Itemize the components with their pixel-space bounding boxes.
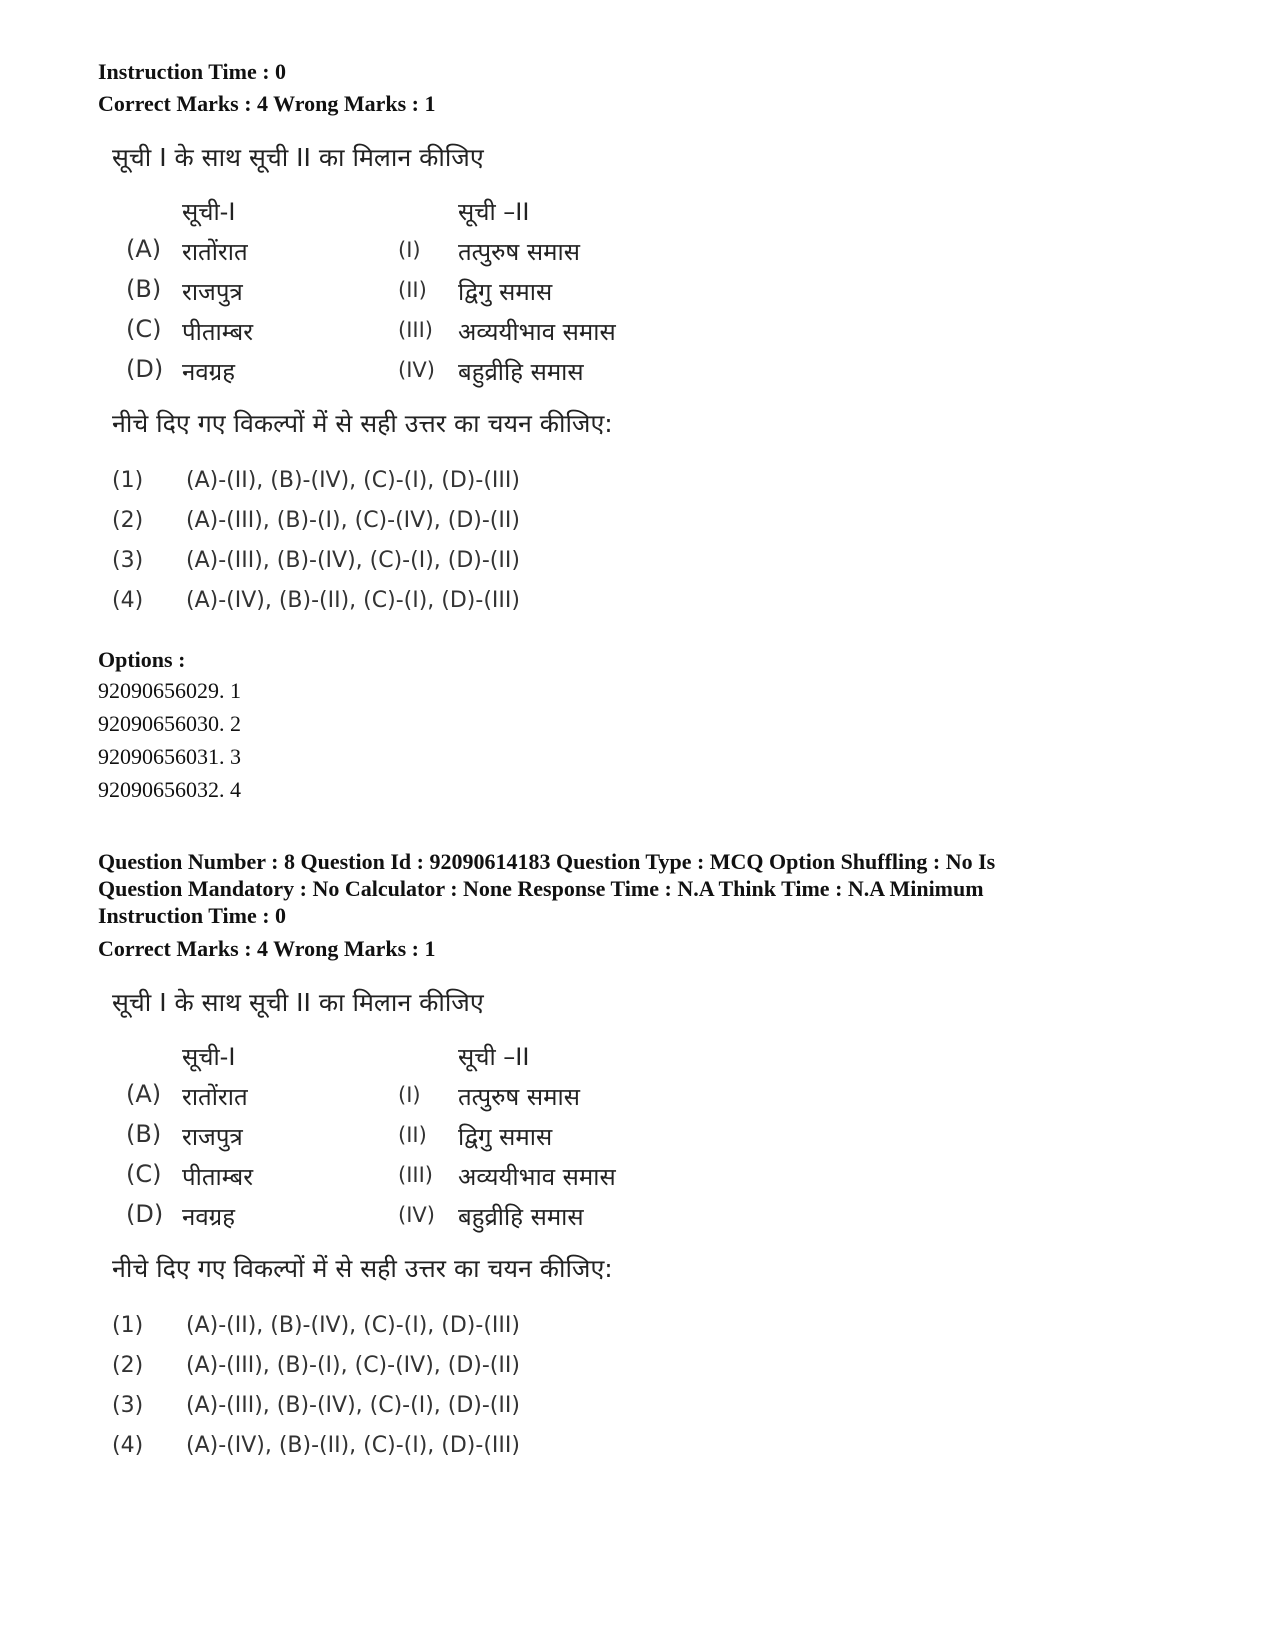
list2-header: सूची –II: [458, 1043, 530, 1071]
choice-text: (A)-(II), (B)-(IV), (C)-(I), (D)-(III): [186, 468, 520, 493]
question-header: Question Number : 8 Question Id : 92090614183 Question Type : MCQ Option Shuffling : No Is: [98, 849, 996, 874]
row-label: (D): [126, 355, 164, 383]
choice-text: (A)-(III), (B)-(IV), (C)-(I), (D)-(II): [186, 548, 520, 573]
row-item: राजपुत्र: [182, 1123, 243, 1151]
row-match-label: (IV): [398, 1203, 435, 1227]
list1-header: सूची-I: [182, 1043, 236, 1071]
match-row: [112, 235, 712, 275]
choice-text: (A)-(III), (B)-(I), (C)-(IV), (D)-(II): [186, 1353, 520, 1378]
answer-choice: [112, 1433, 712, 1471]
row-label: (A): [126, 1080, 162, 1108]
row-label: (C): [126, 315, 162, 343]
answer-choice: [112, 548, 712, 586]
row-match-label: (I): [398, 1083, 421, 1107]
question-prompt: सूची I के साथ सूची II का मिलान कीजिए: [112, 143, 484, 172]
question-image: [112, 985, 712, 1475]
marks-line: Correct Marks : 4 Wrong Marks : 1: [98, 936, 436, 961]
match-row: [112, 315, 712, 355]
answer-choice: [112, 468, 712, 506]
option-item: 92090656031. 3: [98, 744, 241, 769]
choice-number: (4): [112, 588, 144, 613]
list2-header: सूची –II: [458, 198, 530, 226]
row-match-item: तत्पुरुष समास: [458, 238, 580, 266]
row-match-label: (I): [398, 238, 421, 262]
list1-header: सूची-I: [182, 198, 236, 226]
row-item: रातोंरात: [182, 1083, 248, 1111]
row-match-item: बहुव्रीहि समास: [458, 358, 584, 386]
choice-number: (3): [112, 1393, 144, 1418]
row-item: नवग्रह: [182, 358, 235, 386]
options-label: Options :: [98, 647, 186, 672]
row-label: (C): [126, 1160, 162, 1188]
row-item: राजपुत्र: [182, 278, 243, 306]
answer-choice: [112, 1393, 712, 1431]
question-header: Instruction Time : 0: [98, 903, 287, 928]
choice-text: (A)-(II), (B)-(IV), (C)-(I), (D)-(III): [186, 1313, 520, 1338]
match-row: [112, 1160, 712, 1200]
question-header: Question Mandatory : No Calculator : None Response Time : N.A Think Time : N.A Minimum: [98, 876, 984, 901]
answer-choice: [112, 588, 712, 626]
option-item: 92090656032. 4: [98, 777, 241, 802]
row-match-label: (III): [398, 318, 433, 342]
match-row: [112, 355, 712, 395]
choice-number: (2): [112, 1353, 144, 1378]
match-row: [112, 275, 712, 315]
row-label: (B): [126, 275, 162, 303]
row-match-item: बहुव्रीहि समास: [458, 1203, 584, 1231]
row-match-label: (IV): [398, 358, 435, 382]
row-item: पीताम्बर: [182, 1163, 254, 1191]
match-row: [112, 1120, 712, 1160]
row-match-item: द्विगु समास: [458, 1123, 553, 1151]
choice-number: (3): [112, 548, 144, 573]
choice-number: (1): [112, 468, 144, 493]
option-item: 92090656030. 2: [98, 711, 241, 736]
row-match-item: तत्पुरुष समास: [458, 1083, 580, 1111]
row-label: (B): [126, 1120, 162, 1148]
question-instruction: नीचे दिए गए विकल्पों में से सही उत्तर का चयन कीजिए:: [112, 409, 613, 438]
option-item: 92090656029. 1: [98, 678, 241, 703]
row-match-item: अव्ययीभाव समास: [458, 1163, 616, 1191]
row-match-label: (III): [398, 1163, 433, 1187]
choice-number: (1): [112, 1313, 144, 1338]
answer-choice: [112, 1313, 712, 1351]
marks-line: Correct Marks : 4 Wrong Marks : 1: [98, 91, 436, 116]
choice-number: (4): [112, 1433, 144, 1458]
question-prompt: सूची I के साथ सूची II का मिलान कीजिए: [112, 988, 484, 1017]
choice-number: (2): [112, 508, 144, 533]
choice-text: (A)-(III), (B)-(I), (C)-(IV), (D)-(II): [186, 508, 520, 533]
row-match-item: अव्ययीभाव समास: [458, 318, 616, 346]
question-instruction: नीचे दिए गए विकल्पों में से सही उत्तर का चयन कीजिए:: [112, 1254, 613, 1283]
answer-choice: [112, 508, 712, 546]
answer-choice: [112, 1353, 712, 1391]
row-label: (A): [126, 235, 162, 263]
row-match-label: (II): [398, 1123, 427, 1147]
question-image: [112, 140, 712, 630]
row-match-item: द्विगु समास: [458, 278, 553, 306]
row-item: रातोंरात: [182, 238, 248, 266]
instruction-time: Instruction Time : 0: [98, 59, 287, 84]
match-row: [112, 1200, 712, 1240]
choice-text: (A)-(III), (B)-(IV), (C)-(I), (D)-(II): [186, 1393, 520, 1418]
row-label: (D): [126, 1200, 164, 1228]
choice-text: (A)-(IV), (B)-(II), (C)-(I), (D)-(III): [186, 1433, 520, 1458]
row-match-label: (II): [398, 278, 427, 302]
row-item: पीताम्बर: [182, 318, 254, 346]
match-row: [112, 1080, 712, 1120]
choice-text: (A)-(IV), (B)-(II), (C)-(I), (D)-(III): [186, 588, 520, 613]
row-item: नवग्रह: [182, 1203, 235, 1231]
